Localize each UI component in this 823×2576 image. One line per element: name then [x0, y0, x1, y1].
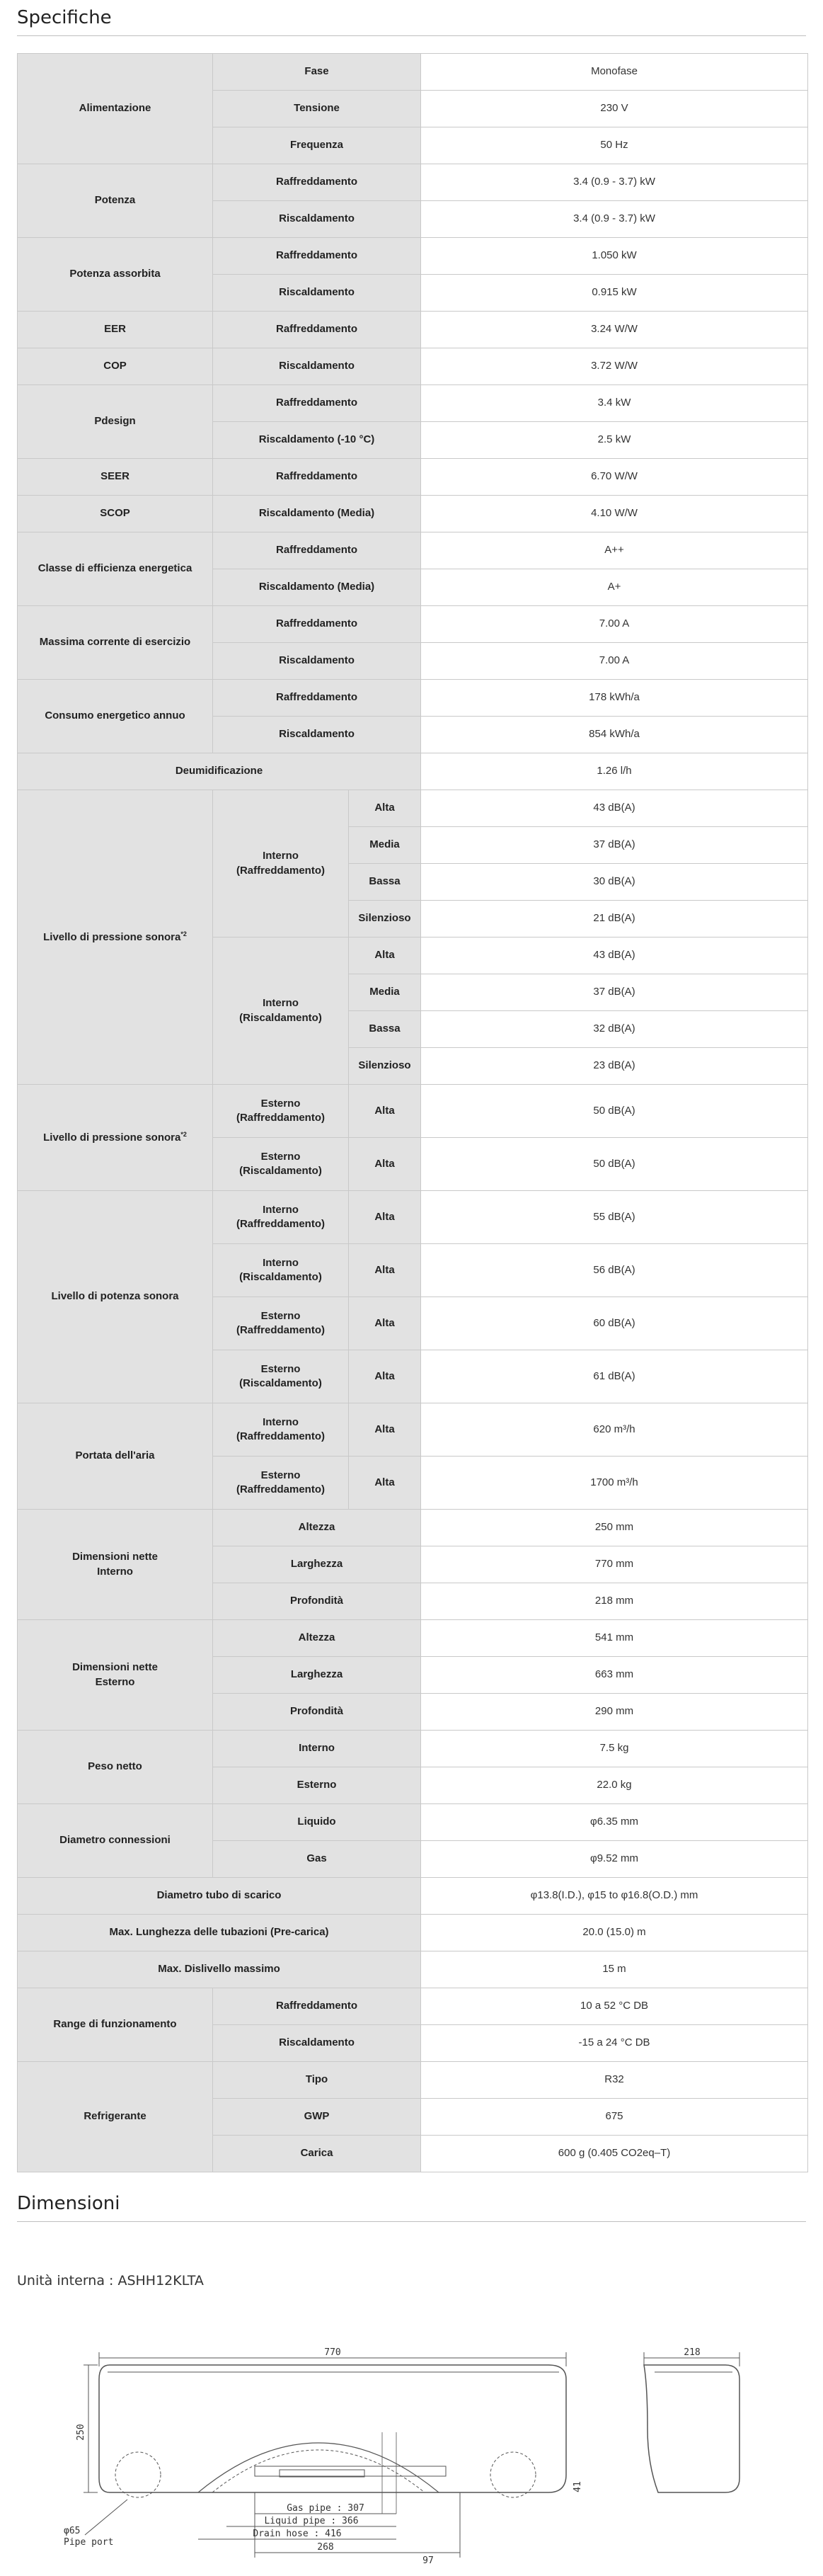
mode-label: Bassa: [349, 1011, 421, 1048]
sub-label: Riscaldamento: [213, 2025, 421, 2062]
table-row: [18, 1731, 808, 1767]
cell-value: 3.4 (0.9 - 3.7) kW: [421, 201, 808, 238]
sub-label: Raffreddamento: [213, 164, 421, 201]
cell-value: 23 dB(A): [421, 1048, 808, 1085]
cell-value: 3.24 W/W: [421, 312, 808, 348]
cell-value: 50 Hz: [421, 127, 808, 164]
mode-label: Alta: [349, 1138, 421, 1191]
row-label: Dimensioni nette Interno: [18, 1510, 213, 1620]
indoor-unit-front-view: [99, 2365, 566, 2514]
sub-label: Tensione: [213, 91, 421, 127]
cell-value: 43 dB(A): [421, 937, 808, 974]
sub-label: Riscaldamento (Media): [213, 496, 421, 532]
row-label: Potenza assorbita: [18, 238, 213, 312]
pipe-port-label: Pipe port: [64, 2537, 114, 2548]
row-label: Classe di efficienza energetica: [18, 532, 213, 606]
sub-label: Tipo: [213, 2062, 421, 2099]
cell-value: 178 kWh/a: [421, 680, 808, 717]
sub-label: Riscaldamento (-10 °C): [213, 422, 421, 459]
sub-label: Profondità: [213, 1694, 421, 1731]
depth-value: 218: [684, 2347, 701, 2358]
table-row: [18, 1988, 808, 2025]
sub-label: Carica: [213, 2136, 421, 2172]
sub-label: Riscaldamento: [213, 275, 421, 312]
cell-value: 250 mm: [421, 1510, 808, 1546]
cell-value: 218 mm: [421, 1583, 808, 1620]
cell-value: A+: [421, 569, 808, 606]
table-row: [18, 606, 808, 643]
sub-label: Esterno (Riscaldamento): [213, 1350, 349, 1403]
cell-value: 20.0 (15.0) m: [421, 1915, 808, 1951]
table-row: [18, 54, 808, 91]
cell-value: 1700 m³/h: [421, 1457, 808, 1510]
row-label: Dimensioni nette Esterno: [18, 1620, 213, 1731]
mode-label: Alta: [349, 790, 421, 827]
sub-label: Interno: [213, 1731, 421, 1767]
cell-value: 55 dB(A): [421, 1191, 808, 1244]
table-row: [18, 790, 808, 827]
sub-label: Altezza: [213, 1620, 421, 1657]
cell-value: 3.4 kW: [421, 385, 808, 422]
sub-label: Raffreddamento: [213, 459, 421, 496]
sub-label: Interno (Riscaldamento): [213, 937, 349, 1085]
specs-title: Specifiche: [17, 7, 806, 36]
sub-label: Riscaldamento (Media): [213, 569, 421, 606]
row-label: Livello di pressione sonora$^{*2}$: [18, 1085, 213, 1191]
cell-value: R32: [421, 2062, 808, 2099]
table-row: [18, 1915, 808, 1951]
table-row: [18, 348, 808, 385]
cell-value: φ6.35 mm: [421, 1804, 808, 1841]
mode-label: Silenzioso: [349, 901, 421, 937]
sub-label: Profondità: [213, 1583, 421, 1620]
table-row: [18, 1620, 808, 1657]
table-row: [18, 1878, 808, 1915]
table-row: [18, 1510, 808, 1546]
table-row: [18, 312, 808, 348]
cell-value: 600 g (0.405 CO2eq–T): [421, 2136, 808, 2172]
pipe-diameter-label: φ65: [64, 2526, 81, 2536]
sub-label: Raffreddamento: [213, 385, 421, 422]
cell-value: 0.915 kW: [421, 275, 808, 312]
dim-268-label: 268: [317, 2542, 334, 2553]
dimension-drawing: [42, 2301, 793, 2570]
row-label: Diametro tubo di scarico: [18, 1878, 421, 1915]
table-row: [18, 753, 808, 790]
drain-hose-label: Drain hose : 416: [253, 2529, 342, 2539]
mode-label: Alta: [349, 1085, 421, 1138]
sub-label: Esterno (Riscaldamento): [213, 1138, 349, 1191]
height-value: 250: [76, 2424, 86, 2441]
cell-value: 60 dB(A): [421, 1297, 808, 1350]
cell-value: 1.26 l/h: [421, 753, 808, 790]
row-label: Max. Lunghezza delle tubazioni (Pre-carica): [18, 1915, 421, 1951]
cell-value: φ9.52 mm: [421, 1841, 808, 1878]
mode-label: Silenzioso: [349, 1048, 421, 1085]
dim-41-label: 41: [572, 2481, 583, 2492]
row-label: Livello di potenza sonora: [18, 1191, 213, 1403]
row-label: Range di funzionamento: [18, 1988, 213, 2062]
mode-label: Media: [349, 974, 421, 1011]
mode-label: Alta: [349, 1403, 421, 1457]
sub-label: Esterno (Raffreddamento): [213, 1297, 349, 1350]
indoor-unit-side-view: [644, 2365, 739, 2492]
sub-label: Interno (Raffreddamento): [213, 1191, 349, 1244]
cell-value: 32 dB(A): [421, 1011, 808, 1048]
mode-label: Alta: [349, 1244, 421, 1297]
gas-pipe-label: Gas pipe : 307: [287, 2503, 364, 2514]
cell-value: 37 dB(A): [421, 827, 808, 864]
sub-label: Liquido: [213, 1804, 421, 1841]
mode-label: Alta: [349, 1191, 421, 1244]
row-label: COP: [18, 348, 213, 385]
sub-label: Interno (Riscaldamento): [213, 1244, 349, 1297]
cell-value: A++: [421, 532, 808, 569]
row-label: Peso netto: [18, 1731, 213, 1804]
row-label: Massima corrente di esercizio: [18, 606, 213, 680]
cell-value: 10 a 52 °C DB: [421, 1988, 808, 2025]
cell-value: 290 mm: [421, 1694, 808, 1731]
table-row: [18, 164, 808, 201]
sub-label: Raffreddamento: [213, 680, 421, 717]
sub-label: Interno (Raffreddamento): [213, 1403, 349, 1457]
cell-value: 37 dB(A): [421, 974, 808, 1011]
table-row: [18, 2062, 808, 2099]
table-row: [18, 532, 808, 569]
cell-value: 6.70 W/W: [421, 459, 808, 496]
sub-label: Altezza: [213, 1510, 421, 1546]
cell-value: 15 m: [421, 1951, 808, 1988]
cell-value: 620 m³/h: [421, 1403, 808, 1457]
table-row: [18, 1403, 808, 1457]
row-label: Consumo energetico annuo: [18, 680, 213, 753]
row-label: Max. Dislivello massimo: [18, 1951, 421, 1988]
sub-label: Raffreddamento: [213, 1988, 421, 2025]
cell-value: Monofase: [421, 54, 808, 91]
mode-label: Alta: [349, 1457, 421, 1510]
cell-value: 3.72 W/W: [421, 348, 808, 385]
sub-label: Larghezza: [213, 1546, 421, 1583]
sub-label: Larghezza: [213, 1657, 421, 1694]
cell-value: 663 mm: [421, 1657, 808, 1694]
row-label: Refrigerante: [18, 2062, 213, 2172]
cell-value: 854 kWh/a: [421, 717, 808, 753]
table-row: [18, 1951, 808, 1988]
sub-label: Interno (Raffreddamento): [213, 790, 349, 937]
row-label: Deumidificazione: [18, 753, 421, 790]
table-row: [18, 1085, 808, 1138]
row-label: EER: [18, 312, 213, 348]
cell-value: 43 dB(A): [421, 790, 808, 827]
table-row: [18, 680, 808, 717]
cell-value: 770 mm: [421, 1546, 808, 1583]
sub-label: Riscaldamento: [213, 717, 421, 753]
cell-value: 1.050 kW: [421, 238, 808, 275]
table-row: [18, 1191, 808, 1244]
row-label: Alimentazione: [18, 54, 213, 164]
table-row: [18, 1804, 808, 1841]
table-row: [18, 238, 808, 275]
row-label: Pdesign: [18, 385, 213, 459]
mode-label: Alta: [349, 937, 421, 974]
sub-label: Frequenza: [213, 127, 421, 164]
table-row: [18, 459, 808, 496]
cell-value: -15 a 24 °C DB: [421, 2025, 808, 2062]
indoor-unit-label: Unità interna : ASHH12KLTA: [17, 2273, 204, 2289]
cell-value: 541 mm: [421, 1620, 808, 1657]
cell-value: 22.0 kg: [421, 1767, 808, 1804]
row-label: Potenza: [18, 164, 213, 238]
cell-value: 50 dB(A): [421, 1138, 808, 1191]
sub-label: Esterno (Raffreddamento): [213, 1085, 349, 1138]
mode-label: Alta: [349, 1350, 421, 1403]
sub-label: Raffreddamento: [213, 238, 421, 275]
cell-value: 50 dB(A): [421, 1085, 808, 1138]
row-label: Diametro connessioni: [18, 1804, 213, 1878]
cell-value: 4.10 W/W: [421, 496, 808, 532]
sub-label: Fase: [213, 54, 421, 91]
cell-value: 3.4 (0.9 - 3.7) kW: [421, 164, 808, 201]
spec-table: [17, 53, 808, 2172]
cell-value: 7.00 A: [421, 643, 808, 680]
sub-label: Raffreddamento: [213, 312, 421, 348]
mode-label: Alta: [349, 1297, 421, 1350]
cell-value: 56 dB(A): [421, 1244, 808, 1297]
sub-label: Riscaldamento: [213, 348, 421, 385]
dim-97-label: 97: [422, 2555, 434, 2566]
cell-value: 675: [421, 2099, 808, 2136]
table-row: [18, 496, 808, 532]
mode-label: Bassa: [349, 864, 421, 901]
cell-value: 7.5 kg: [421, 1731, 808, 1767]
dimensions-title: Dimensioni: [17, 2193, 806, 2222]
row-label: SEER: [18, 459, 213, 496]
row-label: SCOP: [18, 496, 213, 532]
sub-label: Gas: [213, 1841, 421, 1878]
row-label: Livello di pressione sonora$^{*2}$: [18, 790, 213, 1085]
row-label: Portata dell'aria: [18, 1403, 213, 1510]
sub-label: Riscaldamento: [213, 643, 421, 680]
width-value: 770: [324, 2347, 341, 2358]
cell-value: 21 dB(A): [421, 901, 808, 937]
cell-value: 7.00 A: [421, 606, 808, 643]
table-row: [18, 385, 808, 422]
cell-value: φ13.8(I.D.), φ15 to φ16.8(O.D.) mm: [421, 1878, 808, 1915]
cell-value: 2.5 kW: [421, 422, 808, 459]
cell-value: 30 dB(A): [421, 864, 808, 901]
sub-label: Riscaldamento: [213, 201, 421, 238]
liquid-pipe-label: Liquid pipe : 366: [264, 2516, 359, 2526]
cell-value: 230 V: [421, 91, 808, 127]
mode-label: Media: [349, 827, 421, 864]
cell-value: 61 dB(A): [421, 1350, 808, 1403]
sub-label: Raffreddamento: [213, 606, 421, 643]
sub-label: Esterno: [213, 1767, 421, 1804]
sub-label: Esterno (Raffreddamento): [213, 1457, 349, 1510]
sub-label: Raffreddamento: [213, 532, 421, 569]
sub-label: GWP: [213, 2099, 421, 2136]
